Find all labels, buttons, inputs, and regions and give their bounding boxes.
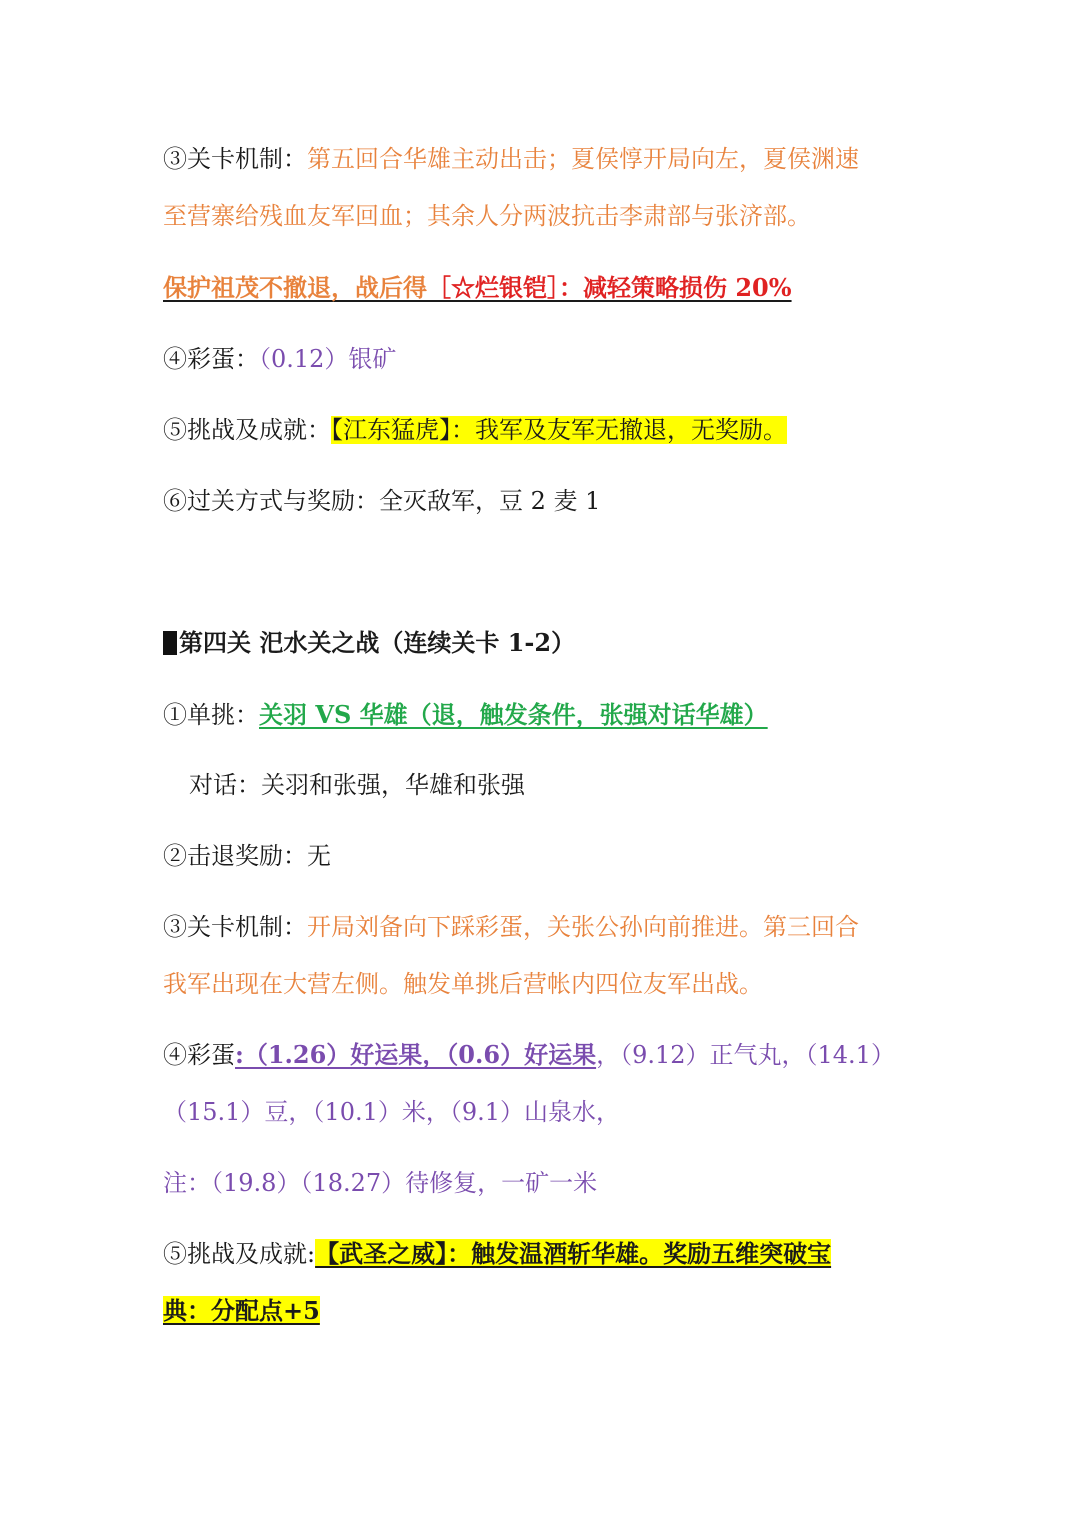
mechanism-line-1 [163,141,859,177]
challenge-label: ⑤挑战及成就： [163,416,331,444]
protect-reward-line [163,270,792,306]
stage-heading [163,625,575,661]
dialogue-line: 对话：关羽和张强，华雄和张强 [189,771,525,799]
lucky-fruit-text: :（1.26）好运果，（0.6）好运果 [235,1040,597,1069]
stage-title: 第四关 汜水关之战（连续关卡 1-2） [179,628,576,657]
challenge-line [163,412,787,448]
stage-challenge-text: 【武圣之威】：触发温酒斩华雄。奖励五维突破宝 [315,1239,832,1268]
duel-line [163,697,768,733]
stage-mechanism-text: 开局刘备向下踩彩蛋，关张公孙向前推进。第三回合 [307,913,859,941]
duel-label: ①单挑： [163,701,259,729]
stage-challenge-line-2 [163,1293,320,1329]
stage-mechanism-line-2: 我军出现在大营左侧。触发单挑后营帐内四位友军出战。 [163,970,763,998]
easter-egg-line [163,341,396,377]
reward-armor-text: ［☆烂银铠］：减轻策略损伤 20% [427,273,792,302]
stage-mechanism-label: ③关卡机制： [163,913,307,941]
easter-egg-label: ④彩蛋： [163,345,259,373]
duel-text: 关羽 VS 华雄（退，触发条件，张强对话华雄） [259,700,768,729]
mechanism-line-2: 至营寨给残血友军回血；其余人分两波抗击李肃部与张济部。 [163,202,811,230]
stage-easter-egg-line-1 [163,1037,895,1073]
stage-easter-egg-label: ④彩蛋 [163,1041,235,1069]
challenge-text: 【江东猛虎】：我军及友军无撤退，无奖励。 [331,416,787,444]
stage-easter-egg-line-2: （15.1）豆，（10.1）米，（9.1）山泉水， [163,1098,621,1126]
stage-challenge-line-1 [163,1236,831,1272]
repel-reward-line: ②击退奖励：无 [163,842,331,870]
mechanism-label: ③关卡机制： [163,145,307,173]
mechanism-text: 第五回合华雄主动出击；夏侯惇开局向左，夏侯渊速 [307,145,859,173]
repair-note: 注：（19.8）（18.27）待修复，一矿一米 [163,1169,598,1197]
stage-challenge-label: ⑤挑战及成就: [163,1240,316,1268]
protect-text: 保护祖茂不撤退，战后得 [163,273,427,302]
easter-egg-text: （0.12）银矿 [259,345,397,373]
clear-reward-line: ⑥过关方式与奖励：全灭敌军，豆 2 麦 1 [163,487,601,515]
square-bullet-icon [163,631,177,655]
stage-mechanism-line-1 [163,909,859,945]
stage-easter-egg-text: ，（9.12）正气丸，（14.1） [596,1041,895,1069]
stage-challenge-reward: 典：分配点+5 [163,1296,320,1325]
